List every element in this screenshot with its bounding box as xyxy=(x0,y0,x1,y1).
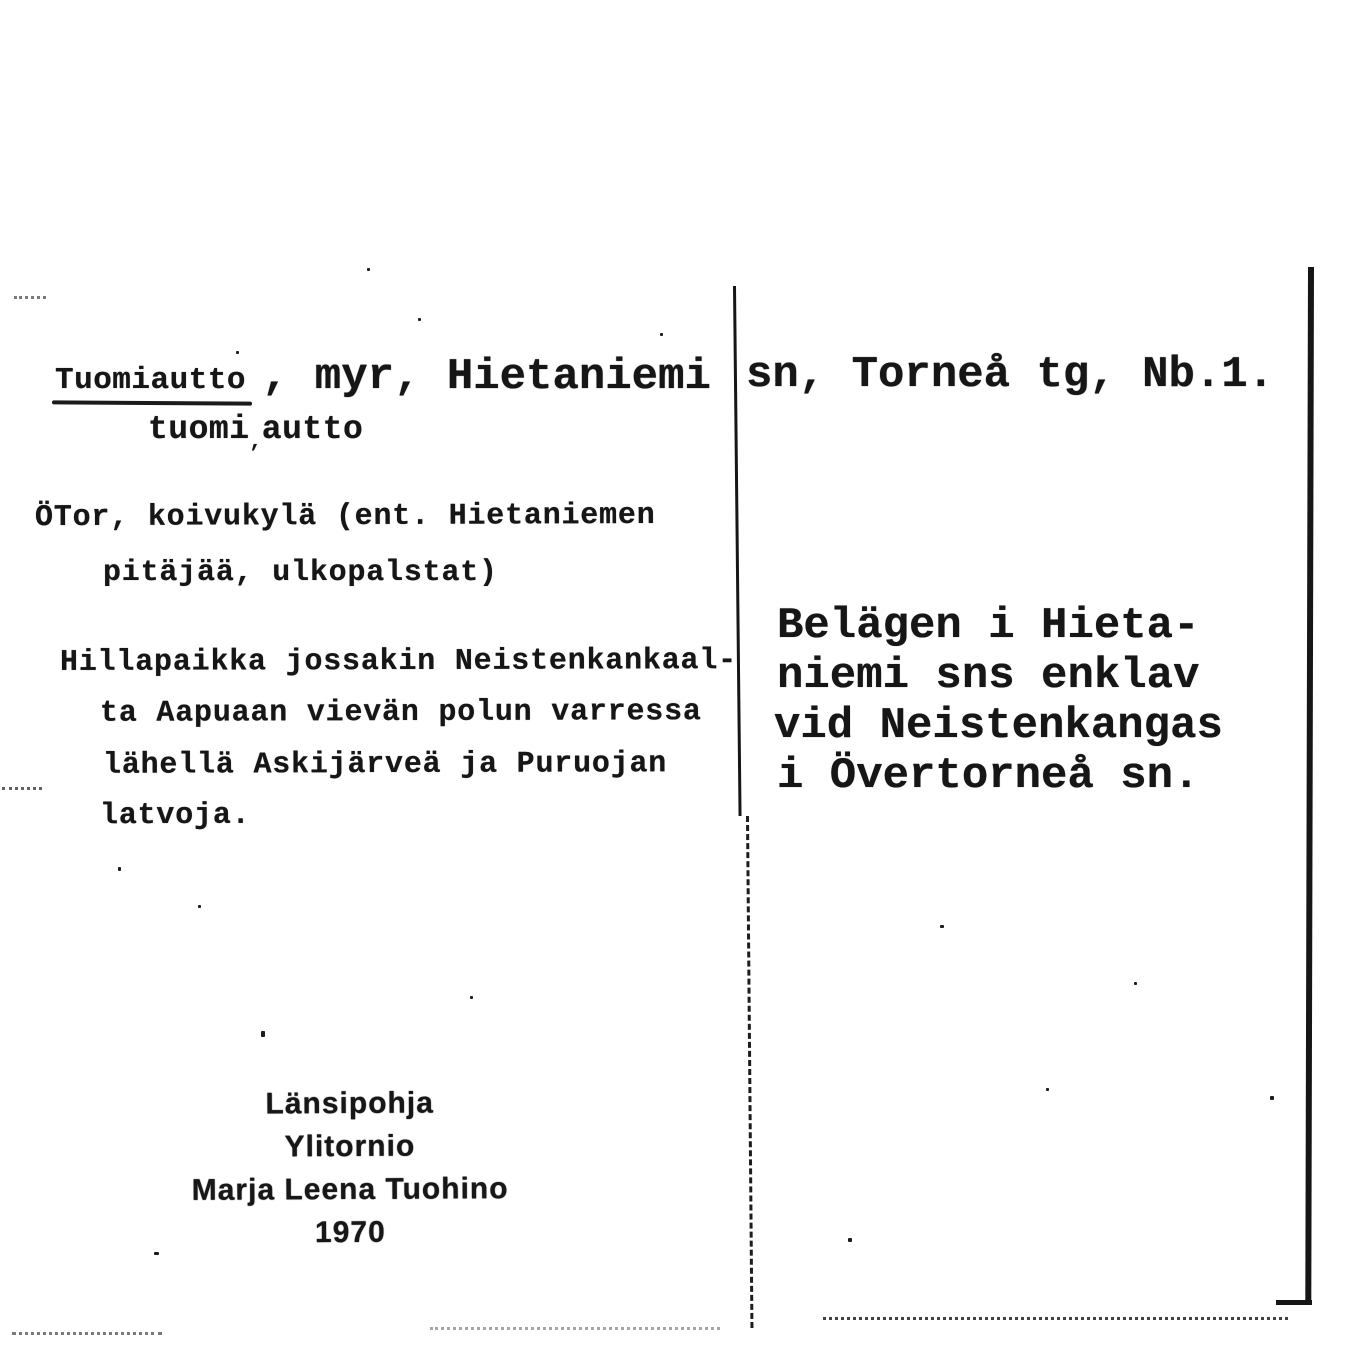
source-line-1: ÖTor, koivukylä (ent. Hietaniemen xyxy=(34,498,656,536)
collector-stamp xyxy=(110,1081,591,1256)
description-line-2: ta Aapuaan vievän polun varressa xyxy=(99,695,702,731)
scan-artifact-bottom-left xyxy=(12,1332,162,1335)
scan-artifact-left-edge xyxy=(2,787,42,790)
noise-speck xyxy=(470,996,473,999)
source-line-2: pitäjää, ulkopalstat) xyxy=(103,556,498,590)
noise-speck xyxy=(154,1252,159,1255)
headline-rest: , myr, Hietaniemi xyxy=(262,352,711,402)
note-line-3: vid Neistenkangas xyxy=(774,701,1223,751)
phonetic-insertion-mark: , xyxy=(249,431,262,455)
noise-speck xyxy=(1134,982,1137,985)
note-line-1: Belägen i Hieta- xyxy=(777,601,1200,651)
phonetic-variant xyxy=(148,411,363,454)
headword: Tuomiautto xyxy=(55,363,247,398)
note-line-4: i Övertorneå sn. xyxy=(777,751,1200,801)
noise-speck xyxy=(261,1031,265,1037)
scan-artifact-bottom-mid xyxy=(430,1327,720,1330)
phonetic-suffix: autto xyxy=(261,411,364,448)
noise-speck xyxy=(848,1238,852,1242)
noise-speck xyxy=(198,905,201,908)
stamp-line-region: Länsipohja xyxy=(265,1086,434,1121)
headline-region: sn, Torneå tg, Nb.1. xyxy=(746,350,1275,400)
noise-speck xyxy=(418,318,421,321)
column-divider-line-lower xyxy=(746,816,753,1328)
note-line-2: niemi sns enklav xyxy=(777,651,1200,701)
description-line-3: lähellä Askijärveä ja Puruojan xyxy=(102,747,668,783)
description-line-1: Hillapaikka jossakin Neistenkankaal- xyxy=(59,644,737,680)
noise-speck xyxy=(660,333,663,336)
scan-artifact-bottom-right xyxy=(823,1317,1288,1320)
noise-speck xyxy=(118,867,121,871)
card-right-edge-foot xyxy=(1276,1300,1312,1305)
headword-underline xyxy=(52,400,252,405)
noise-speck xyxy=(236,351,239,354)
noise-speck xyxy=(367,268,370,271)
description-line-4: latvoja. xyxy=(99,798,251,834)
stamp-line-collector: Marja Leena Tuohino xyxy=(191,1172,509,1207)
column-divider-line xyxy=(733,286,742,816)
scan-artifact-left-corner xyxy=(14,296,46,299)
noise-speck xyxy=(1046,1088,1049,1091)
stamp-line-parish: Ylitornio xyxy=(284,1129,416,1164)
noise-speck xyxy=(1270,1096,1274,1100)
phonetic-prefix: tuomi xyxy=(148,411,250,448)
card-right-edge-line xyxy=(1305,267,1314,1305)
noise-speck xyxy=(940,925,944,928)
stamp-line-year: 1970 xyxy=(314,1215,386,1250)
